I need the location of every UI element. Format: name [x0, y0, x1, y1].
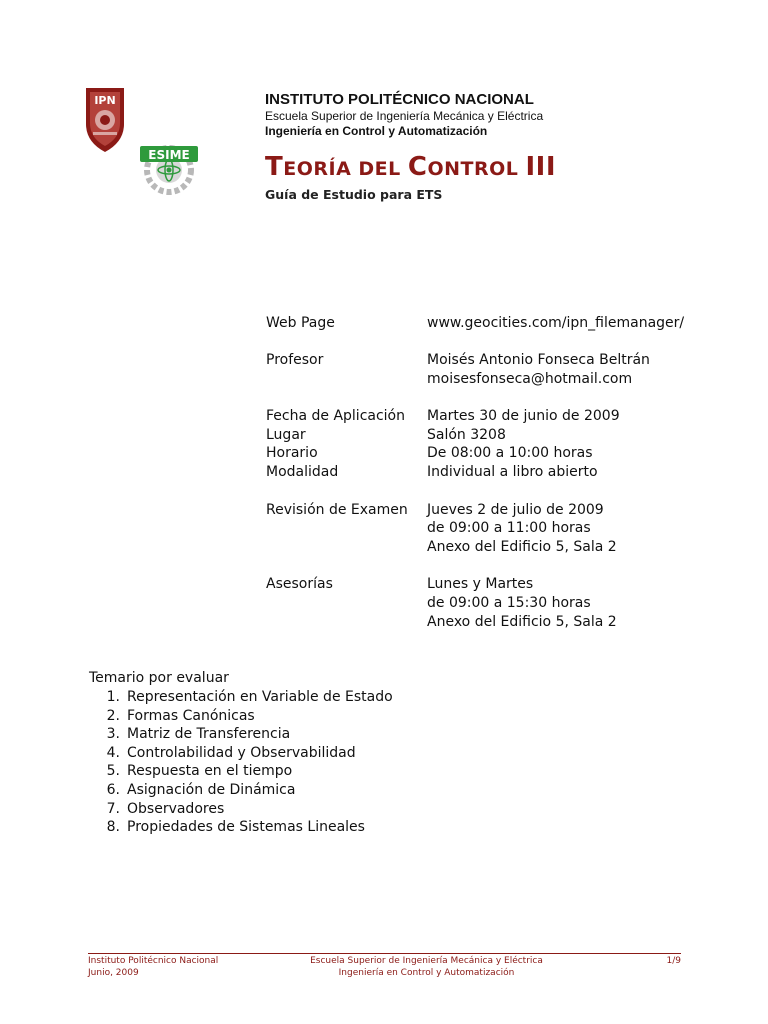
list-item: 6. Asignación de Dinámica [106, 781, 296, 798]
footer-divider [88, 953, 681, 954]
schedule-value: De 08:00 a 10:00 horas [427, 445, 593, 461]
ipn-logo [80, 84, 130, 154]
footer-program: Ingeniería en Control y Automatización [338, 967, 515, 978]
esime-logo [136, 134, 202, 196]
review-place: Anexo del Edificio 5, Sala 2 [427, 539, 617, 555]
list-item: 8. Propiedades de Sistemas Lineales [106, 819, 365, 836]
list-item: 5. Respuesta en el tiempo [106, 763, 293, 780]
review-date: Jueves 2 de julio de 2009 [427, 502, 604, 518]
schedule-label: Horario [266, 445, 318, 461]
exam-date-value: Martes 30 de junio de 2009 [427, 408, 620, 424]
web-page-link[interactable]: www.geocities.com/ipn_filemanager/ [427, 315, 685, 331]
advising-label: Asesorías [266, 576, 333, 592]
school-name: Escuela Superior de Ingeniería Mecánica y Eléctrica [265, 109, 544, 123]
location-value: Salón 3208 [427, 427, 506, 443]
footer-institution: Instituto Politécnico Nacional [88, 956, 219, 966]
list-item: 3. Matriz de Transferencia [106, 726, 291, 743]
document-title: TEORÍA DEL CONTROL III [265, 152, 557, 182]
professor-label: Profesor [266, 352, 324, 368]
list-item: 4. Controlabilidad y Observabilidad [106, 744, 356, 761]
list-item: 7. Observadores [106, 800, 225, 817]
footer-school: Escuela Superior de Ingeniería Mecánica y Eléctrica [310, 956, 543, 966]
list-item: 1. Representación en Variable de Estado [106, 689, 393, 705]
review-label: Revisión de Examen [266, 502, 408, 518]
professor-email[interactable]: moisesfonseca@hotmail.com [427, 371, 633, 387]
footer-left [88, 956, 218, 979]
advising-days: Lunes y Martes [427, 576, 534, 592]
modality-label: Modalidad [266, 464, 339, 480]
page-number: 1/9 [666, 956, 681, 966]
ipn-logo-text: IPN [94, 94, 116, 107]
institution-name: INSTITUTO POLITÉCNICO NACIONAL [265, 91, 534, 108]
web-page-label: Web Page [266, 315, 335, 331]
list-item: 2. Formas Canónicas [106, 707, 255, 724]
professor-name: Moisés Antonio Fonseca Beltrán [427, 352, 650, 368]
location-label: Lugar [266, 427, 306, 443]
advising-time: de 09:00 a 15:30 horas [427, 595, 591, 611]
esime-logo-text: ESIME [148, 148, 190, 162]
review-time: de 09:00 a 11:00 horas [427, 520, 591, 536]
program-name: Ingeniería en Control y Automatización [265, 124, 488, 138]
document-subtitle: Guía de Estudio para ETS [265, 187, 443, 202]
footer-center [300, 956, 553, 979]
exam-date-label: Fecha de Aplicación [266, 408, 405, 424]
advising-place: Anexo del Edificio 5, Sala 2 [427, 614, 617, 630]
modality-value: Individual a libro abierto [427, 464, 598, 480]
syllabus-list [89, 688, 393, 837]
syllabus-title: Temario por evaluar [89, 670, 229, 686]
footer-date: Junio, 2009 [88, 967, 139, 978]
